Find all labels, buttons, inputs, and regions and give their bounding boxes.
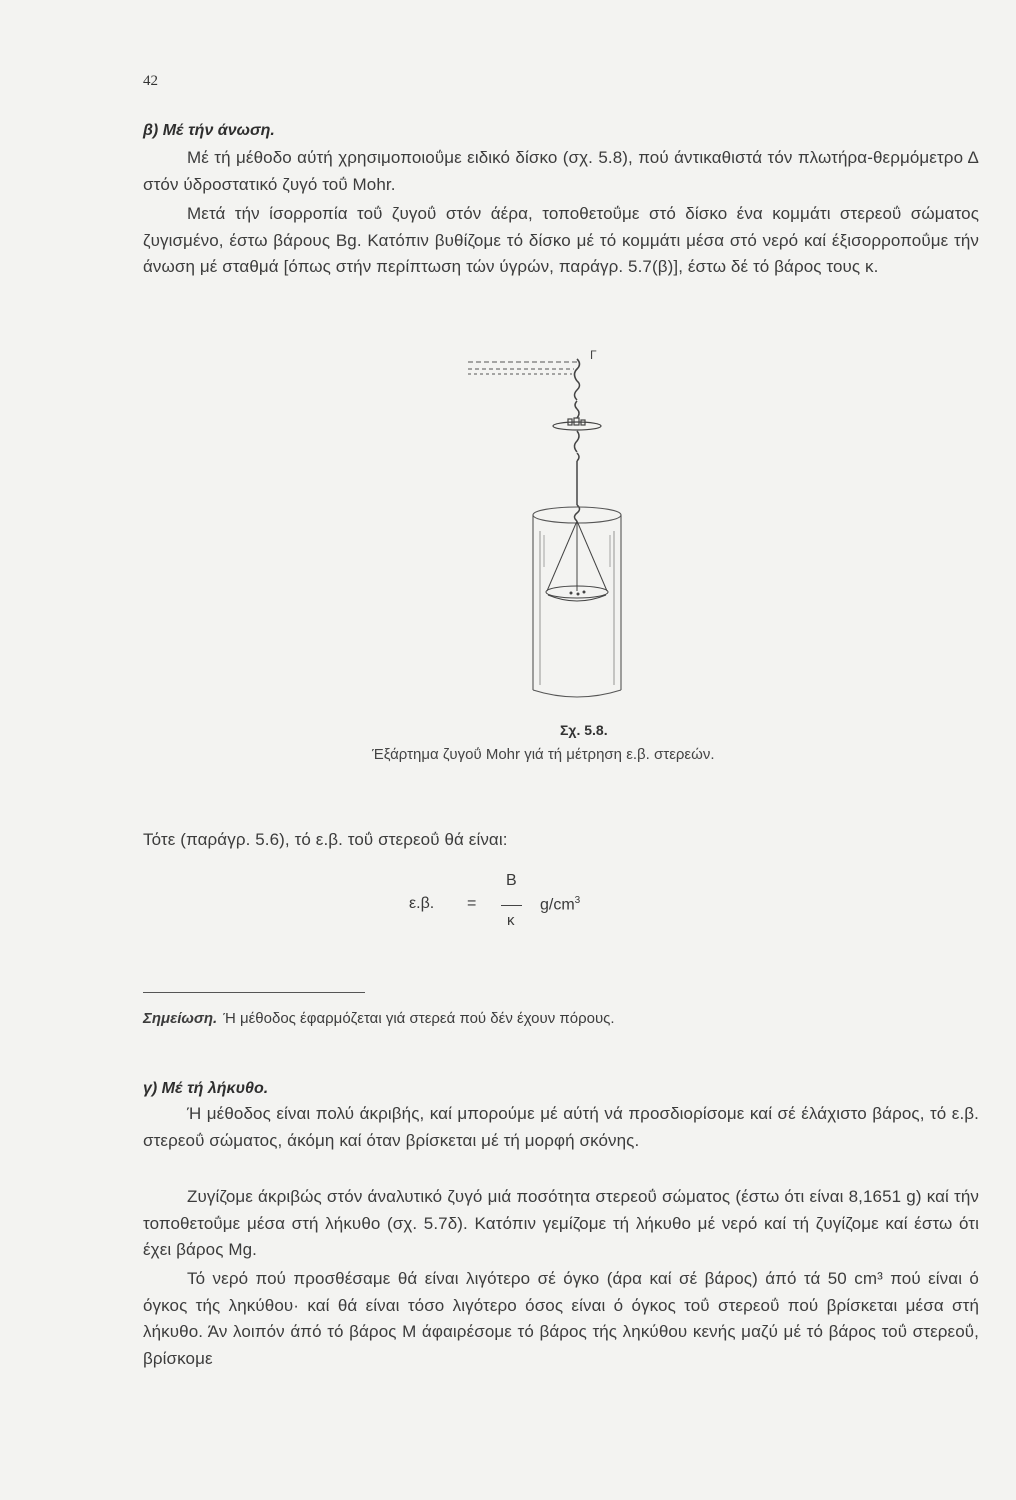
formula-equals: = — [467, 895, 477, 912]
formula-unit-base: g/cm — [540, 896, 575, 914]
note-text: Ή μέθοδος έφαρμόζεται γιά στερεά πού δέν έχουν πόρους. — [223, 1010, 615, 1027]
fraction-bar — [501, 905, 522, 906]
formula-unit-exponent: 3 — [574, 895, 581, 906]
section-c-heading: γ) Μέ τή λήκυθο. — [143, 1080, 269, 1097]
immersed-dish — [546, 521, 608, 601]
figure-caption-text: Έξάρτημα ζυγοΰ Mohr γιά τή μέτρηση ε.β. στερεών. — [372, 746, 715, 763]
section-c-paragraph-3: Τό νερό πού προσθέσαμε θά είναι λιγότερο σέ όγκο (άρα καί σέ βάρος) άπό τά 50 cm³ πού είναι ό όγκος τής ληκύθου· καί θά είναι τόσο λιγότερο όσος είναι ό όγκος τοΰ στερεοΰ πού βρίσκεται μέσα στή λήκυθο. Άν λοιπόν άπό τό βάρος Μ άφαιρέσομε τό βάρος τής ληκύθου κενής μαζύ μέ τό βάρος τοΰ στερεοΰ, βρίσκομε — [143, 1269, 979, 1368]
figure-mohr-attachment — [440, 345, 660, 715]
footnote-divider — [143, 992, 365, 993]
upper-hook-chain — [575, 381, 580, 418]
figure-label-letter: Γ — [590, 348, 597, 362]
section-b-paragraph-2: Μετά τήν ίσορροπία τοΰ ζυγοΰ στόν άέρα, τοποθετοΰμε στό δίσκο ένα κομμάτι στερεοΰ σώματος ζυγισμένο, έστω βάρους Bg. Κατόπιν βυθίζομε τό δίσκο μέ τό κομμάτι μέσα στό νερό καί έξισορροποΰμε τήν άνωση μέ σταθμά [όπως στήν περίπτωση τών ύγρών, παράγρ. 5.7(β)], έστω δέ τό βάρος τους κ. — [143, 204, 979, 276]
figure-drawing — [440, 345, 660, 715]
figure-caption-number: Σχ. 5.8. — [560, 722, 608, 738]
specific-gravity-formula — [409, 872, 649, 938]
formula-denominator: κ — [507, 912, 515, 929]
then-sentence: Τότε (παράγρ. 5.6), τό ε.β. τοΰ στερεοΰ θά είναι: — [143, 830, 508, 849]
note-label: Σημείωση. — [143, 1010, 218, 1027]
section-b-heading: β) Μέ τήν άνωση. — [143, 122, 275, 139]
balance-beam — [468, 362, 578, 374]
note — [143, 1010, 615, 1027]
formula-unit — [540, 895, 580, 914]
section-c-paragraph-1: Ή μέθοδος είναι πολύ άκριβής, καί μπορούμε μέ αύτή νά προσδιορίσομε καί σέ έλάχιστο βάρος, τό ε.β. στερεοΰ σώματος, άκόμη καί όταν βρίσκεται μέ τή μορφή σκόνης. — [143, 1104, 979, 1150]
section-b-paragraph-1: Μέ τή μέθοδο αύτή χρησιμοποιοΰμε ειδικό δίσκο (σχ. 5.8), πού άντικαθιστά τόν πλωτήρα-θερμόμετρο Δ στόν ύδροστατικό ζυγό τοΰ Mohr. — [143, 148, 979, 194]
formula-numerator: Β — [506, 872, 517, 889]
page-number: 42 — [143, 73, 158, 89]
formula-lhs: ε.β. — [409, 895, 435, 912]
section-c-paragraph-2: Ζυγίζομε άκριβώς στόν άναλυτικό ζυγό μιά ποσότητα στερεοΰ σώματος (έστω ότι είναι 8,1651 g) καί τήν τοποθετοΰμε μέσα στή λήκυθο (σχ. 5.7δ). Κατόπιν γεμίζομε τή λήκυθο μέ νερό καί τή ζυγίζομε καί έστω ότι έχει βάρος Mg. — [143, 1187, 979, 1259]
upper-pan — [553, 418, 601, 430]
